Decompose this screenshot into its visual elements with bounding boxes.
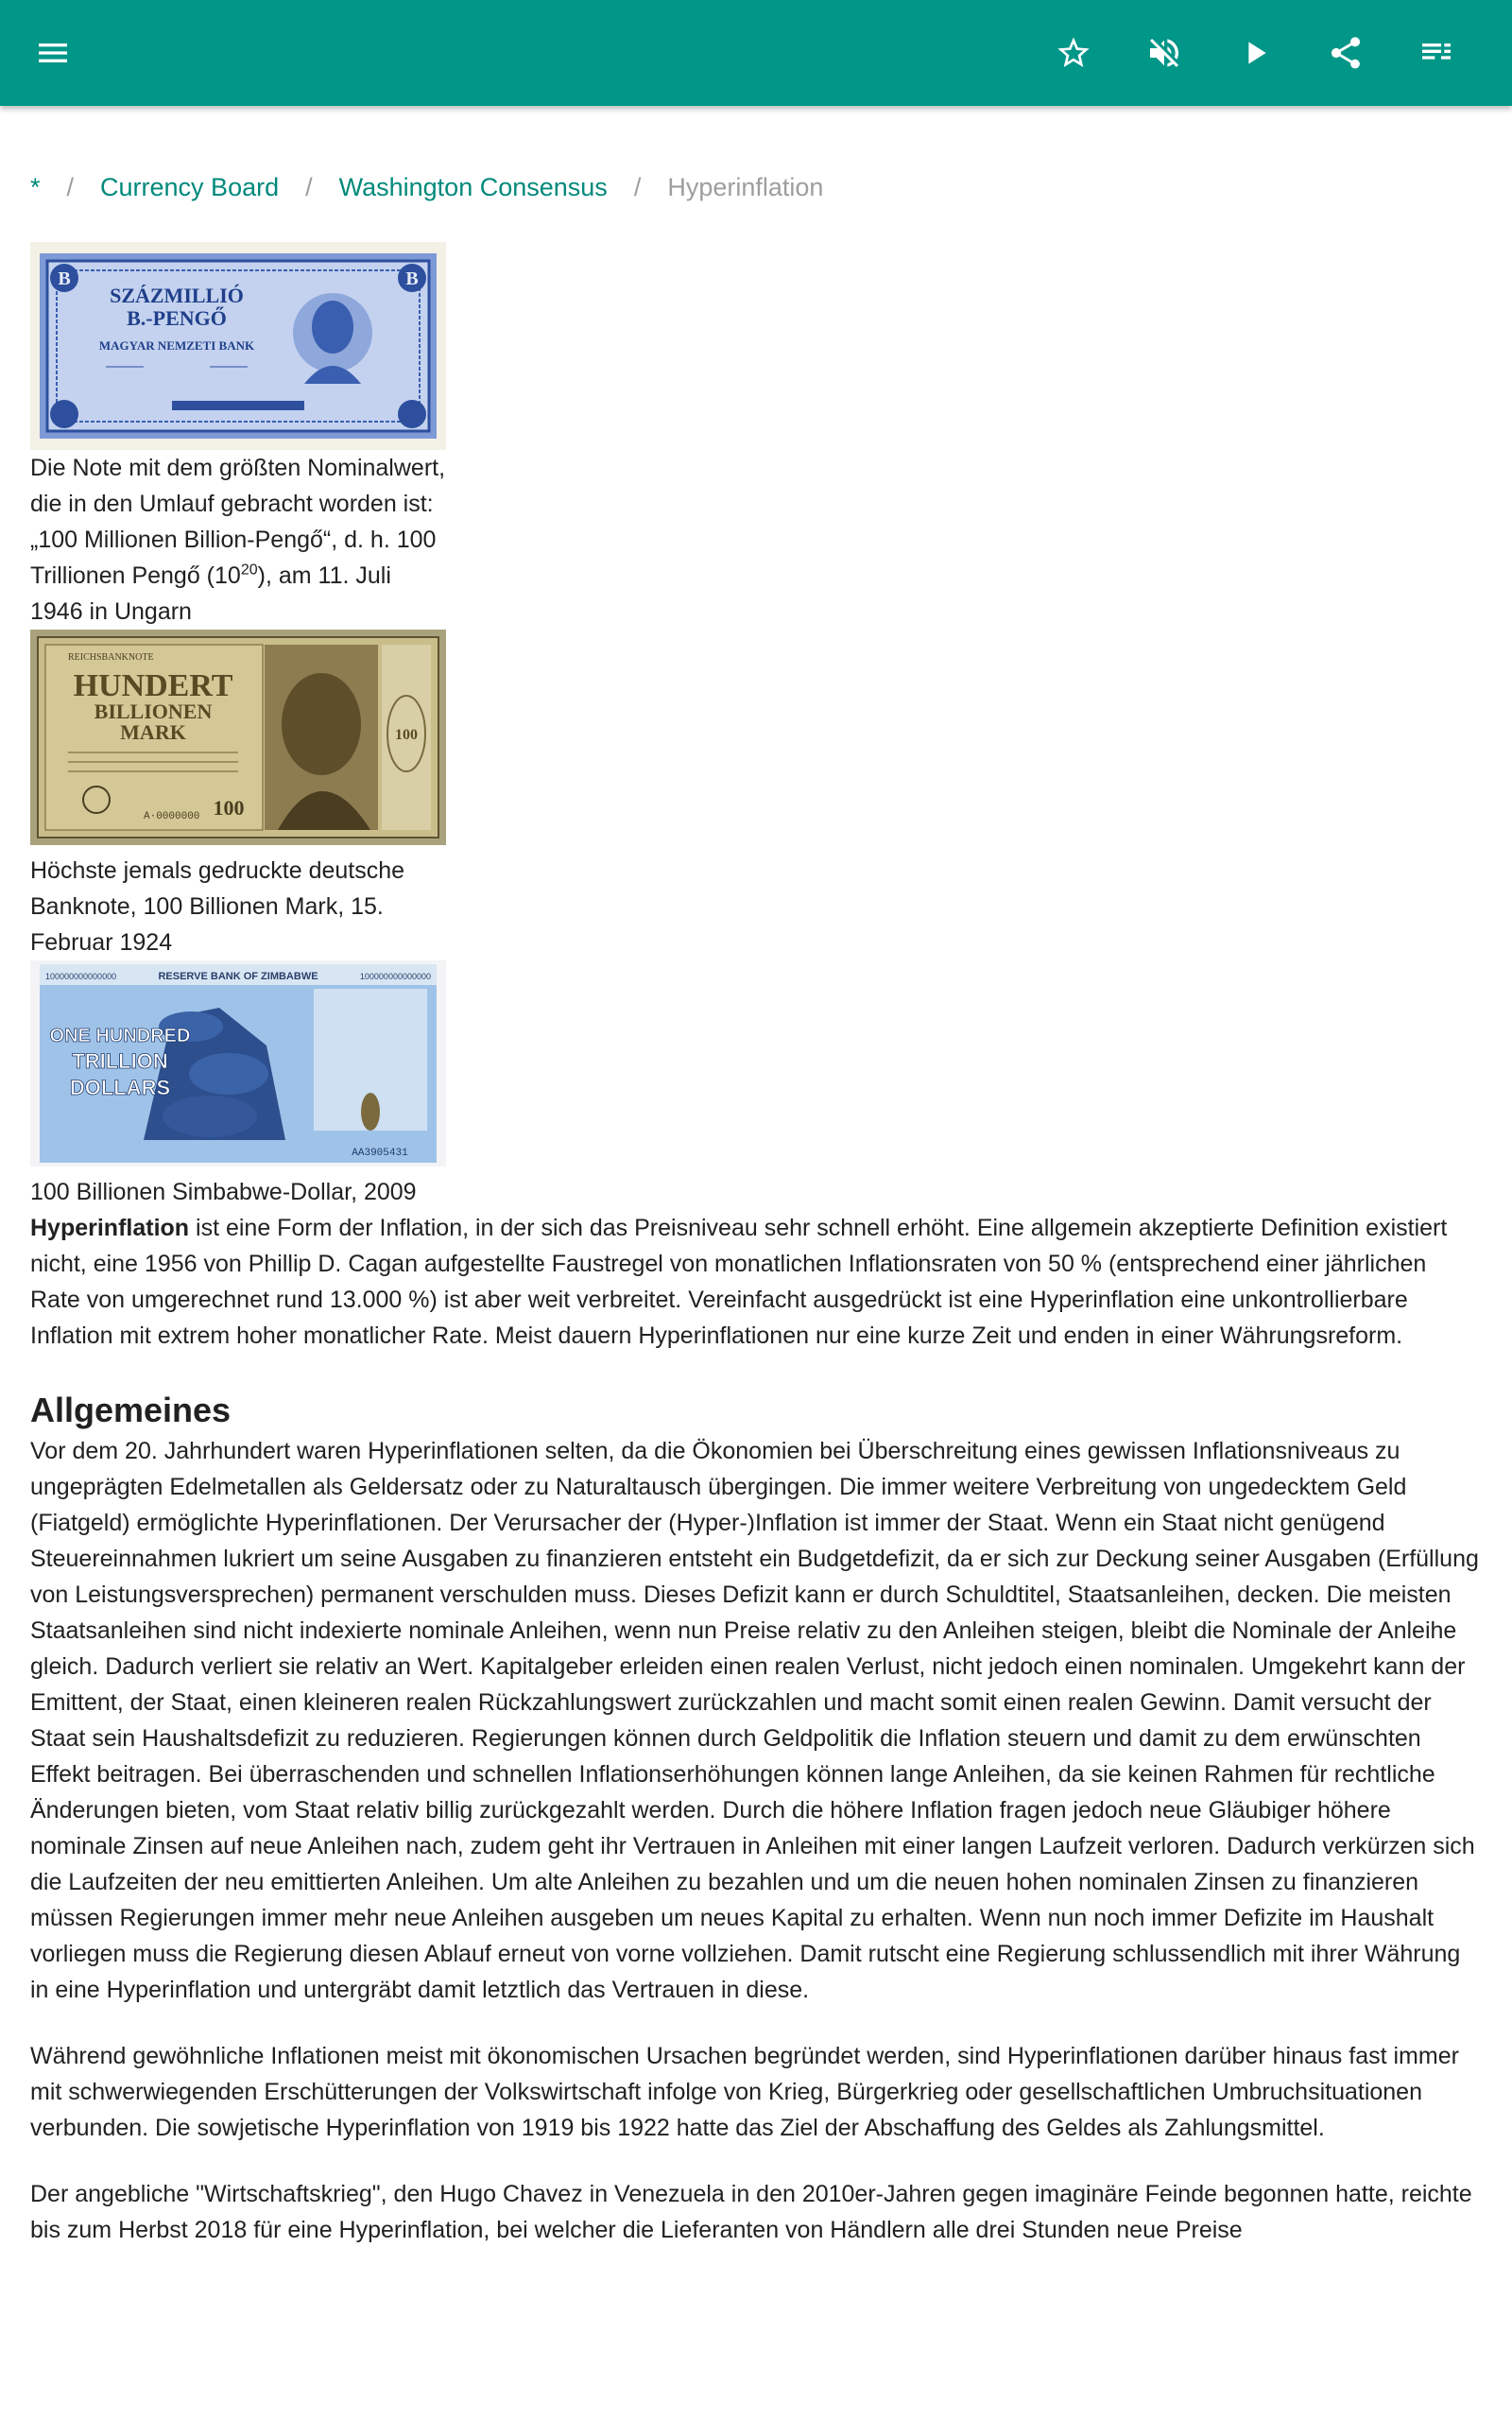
bookmark-button[interactable] xyxy=(1043,23,1104,83)
zimbabwe-banknote-image[interactable] xyxy=(30,960,446,1167)
pengo-banknote-image[interactable] xyxy=(30,242,446,450)
note-value: 100 xyxy=(213,796,245,820)
figure-mark xyxy=(30,630,446,960)
playlist-icon xyxy=(1418,34,1455,72)
note-title-1: SZÁZMILLIÓ xyxy=(110,284,244,307)
article-content xyxy=(30,242,1482,2248)
play-button[interactable] xyxy=(1225,23,1285,83)
figure-caption-mark: Höchste jemals gedruckte deutsche Banknote, 100 Billionen Mark, 15. Februar 1924 xyxy=(30,857,405,956)
app-bar xyxy=(0,0,1512,106)
menu-icon xyxy=(34,34,72,72)
note-amount: 100000000000000 xyxy=(45,972,117,981)
note-line-1: ONE HUNDRED xyxy=(49,1026,191,1046)
breadcrumb xyxy=(30,168,823,206)
paragraph-spacer xyxy=(30,2146,1482,2176)
figure-zimbabwe xyxy=(30,960,446,1210)
note-amount: 100000000000000 xyxy=(359,972,431,981)
figure-caption-zimbabwe: 100 Billionen Simbabwe-Dollar, 2009 xyxy=(30,1179,417,1205)
note-line-2: BILLIONEN xyxy=(94,700,213,723)
note-corner-letter: B xyxy=(58,268,71,289)
note-header: REICHSBANKNOTE xyxy=(68,652,154,663)
note-value-side: 100 xyxy=(395,727,418,743)
section-paragraph-1: Vor dem 20. Jahrhundert waren Hyperinflationen selten, da die Ökonomien bei Überschreitung eines gewissen Inflationsniveaus zu ungeprägten Edelmetallen als Geldersatz oder zu Naturaltausch übergingen. Die immer weitere Verbreitung von ungedecktem Geld (Fiatgeld) ermöglichte Hyperinflationen. Der Verursacher der (Hyper-)Inflation ist immer der Staat. Wenn ein Staat nicht genügend Steuereinnahmen lukriert um seine Ausgaben zu finanzieren entsteht ein Budgetdefizit, da er sich zur Deckung seiner Ausgaben (Erfüllung von Leistungsversprechen) permanent verschulden muss. Dieses Defizit kann er durch Schuldtitel, Staatsanleihen, decken. Die meisten Staatsanleihen sind nicht indexierte nominale Anleihen, wenn nun Preise relativ zu den Anleihen steigen, bleibt die Nominale der Anleihe gleich. Dadurch verliert sie relativ an Wert. Kapitalgeber erleiden einen realen Verlust, nicht jedoch einen nominalen. Umgekehrt kann der Emittent, der Staat, einen kleineren realen Rückzahlungswert zurückzahlen und macht somit einen realen Gewinn. Damit versucht der Staat sein Haushaltsdefizit zu reduzieren. Regierungen können durch Geldpolitik die Inflation steuern und damit zu dem erwünschten Effekt beitragen. Bei überraschenden und schnellen Inflationserhöhungen können lange Anleihen, da sie keinen Rahmen für rechtliche Änderungen bieten, vom Staat relativ billig zurückgezahlt werden. Durch die höhere Inflation fragen jedoch neue Gläubiger höhere nominale Zinsen auf neue Anleihen nach, zudem geht ihr Vertrauen in Anleihen mit einer langen Laufzeit verloren. Dadurch verkürzen sich die Laufzeiten der neu emittierten Anleihen. Um alte Anleihen zu bezahlen und um die neuen hohen nominalen Zinsen zu finanzieren müssen Regierungen immer mehr neue Anleihen ausgeben um neues Kapital zu erhalten. Wenn nun noch immer Defizite im Haushalt vorliegen muss die Regierung diesen Ablauf erneut von vorne vollziehen. Damit rutscht eine Regierung schlussendlich mit ihrer Währung in eine Hyperinflation und untergräbt damit letztlich das Vertrauen in diese. xyxy=(30,1438,1479,2003)
breadcrumb-currency-board[interactable]: Currency Board xyxy=(100,172,280,201)
share-button[interactable] xyxy=(1315,23,1376,83)
intro-paragraph xyxy=(30,1210,1482,1354)
figure-caption-pengo xyxy=(30,450,446,630)
share-icon xyxy=(1327,34,1365,72)
breadcrumb-separator: / xyxy=(305,172,313,201)
paragraph-spacer xyxy=(30,2008,1482,2038)
note-serial: AA3905431 xyxy=(352,1148,408,1159)
note-serial: A·0000000 xyxy=(144,811,200,822)
note-corner-letter: B xyxy=(405,268,419,289)
mute-button[interactable] xyxy=(1134,23,1194,83)
intro-term: Hyperinflation xyxy=(30,1215,190,1241)
note-title-2: B.-PENGŐ xyxy=(127,306,227,330)
intro-text: ist eine Form der Inflation, in der sich das Preisniveau sehr schnell erhöht. Eine allgemein akzeptierte Definition existiert nicht, eine 1956 von Phillip D. Cagan aufgestellte Faustregel von monatlichen Inflationsraten von 50 % (entsprechend einer jährlichen Rate von umgerechnet rund 13.000 %) ist aber weit verbreitet. Vereinfacht ausgedrückt ist eine Hyperinflation eine unkontrollierbare Inflation mit extrem hoher monatlicher Rate. Meist dauern Hyperinflationen nur eine kurze Zeit und enden in einer Währungsreform. xyxy=(30,1215,1448,1349)
caption-text: ), am 11. Juli 1946 in Ungarn xyxy=(30,562,391,625)
volume-off-icon xyxy=(1145,34,1183,72)
breadcrumb-separator: / xyxy=(633,172,642,201)
caption-superscript: 20 xyxy=(240,562,258,579)
figure-pengo xyxy=(30,242,446,630)
menu-button[interactable] xyxy=(23,23,83,83)
note-line-2: TRILLION xyxy=(72,1049,168,1073)
section-paragraph-2: Während gewöhnliche Inflationen meist mit ökonomischen Ursachen begründet werden, sind Hyperinflationen darüber hinaus fast immer mit schwerwiegenden Erschütterungen der Volkswirtschaft infolge von Krieg, Bürgerkrieg oder gesellschaftlichen Umbruchsituationen verbunden. Die sowjetische Hyperinflation von 1919 bis 1922 hatte das Ziel der Abschaffung des Geldes als Zahlungsmittel. xyxy=(30,2043,1459,2141)
playlist-button[interactable] xyxy=(1406,23,1467,83)
note-bank-name: MAGYAR NEMZETI BANK xyxy=(98,338,255,353)
breadcrumb-washington-consensus[interactable]: Washington Consensus xyxy=(338,172,608,201)
breadcrumb-root[interactable]: * xyxy=(30,172,41,201)
breadcrumb-current: Hyperinflation xyxy=(667,172,824,201)
note-line-1: HUNDERT xyxy=(73,668,233,703)
breadcrumb-separator: / xyxy=(66,172,75,201)
note-line-3: MARK xyxy=(120,720,186,744)
star-icon xyxy=(1055,34,1092,72)
note-bank-name: RESERVE BANK OF ZIMBABWE xyxy=(158,971,318,982)
caption-text: Die Note mit dem größten Nominalwert, die in den Umlauf gebracht worden ist: „100 Millionen Billion-Pengő“, d. h. 100 Trillionen Pengő (10 xyxy=(30,455,446,589)
play-icon xyxy=(1236,34,1274,72)
section-paragraph-3: Der angebliche "Wirtschaftskrieg", den Hugo Chavez in Venezuela in den 2010er-Jahren gegen imaginäre Feinde begonnen hatte, reichte bis zum Herbst 2018 für eine Hyperinflation, bei welcher die Lieferanten von Händlern alle drei Stunden neue Preise xyxy=(30,2181,1472,2243)
note-line-3: DOLLARS xyxy=(69,1076,171,1099)
mark-banknote-image[interactable] xyxy=(30,630,446,845)
section-heading-allgemeines: Allgemeines xyxy=(30,1391,232,1429)
